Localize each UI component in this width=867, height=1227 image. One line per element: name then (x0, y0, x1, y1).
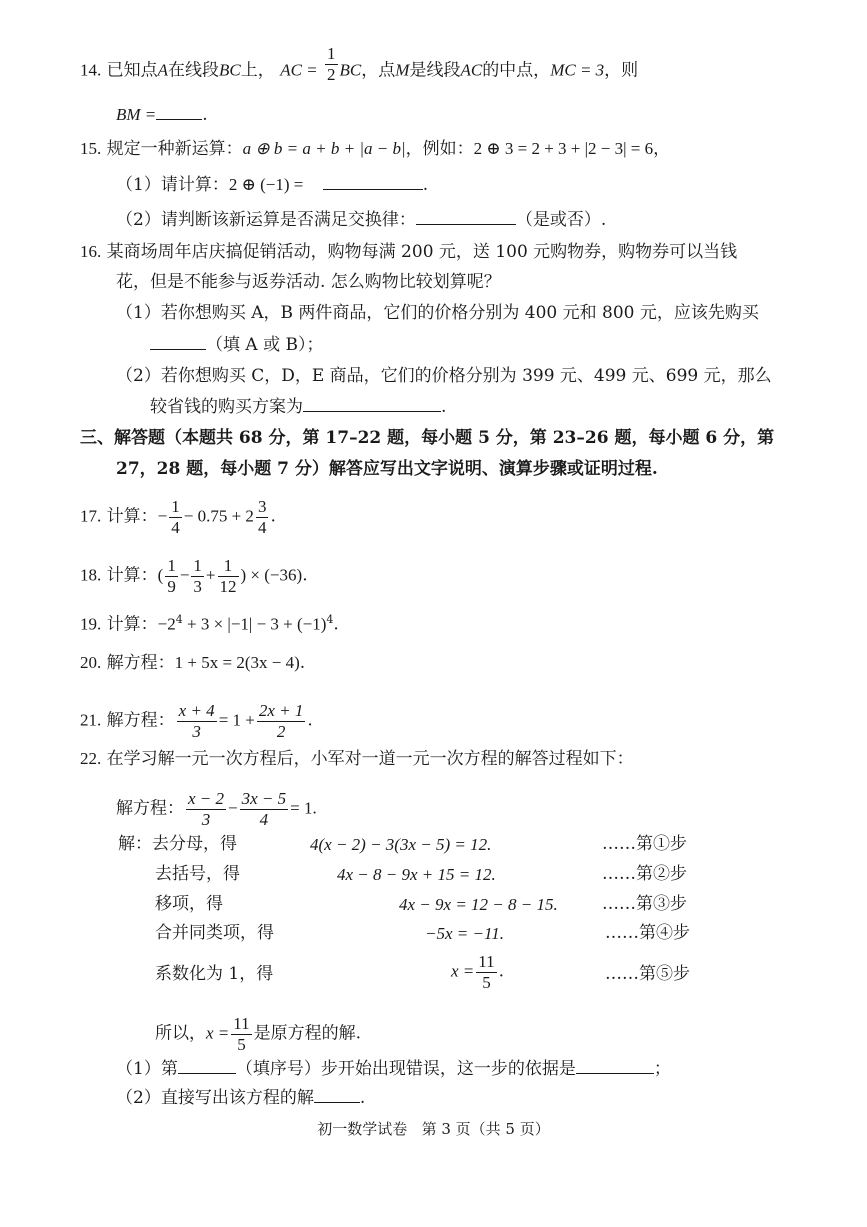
q22-step-3 (155, 896, 715, 913)
q22-eq-label: 解方程： (116, 798, 184, 819)
step-expr: 4x − 8 − 9x + 15 = 12. (337, 865, 496, 884)
section3-header-line2: 27，28 题，每小题 7 分）解答应写出文字说明、演算步骤或证明过程. (116, 459, 658, 479)
q22-conclusion-fraction: $\frac{11}{5}$ (233, 1014, 250, 1054)
section3-header-line1: 三、解答题（本题共 68 分，第 17–22 题，每小题 5 分，第 23–26 题，每小题 6 分，第 (80, 428, 775, 448)
q20-number: 20. (80, 653, 102, 672)
q14-var-a: A (157, 60, 169, 80)
step-expr: 4(x − 2) − 3(3x − 5) = 12. (310, 835, 492, 854)
q16-text: 花，但是不能参与返券活动. 怎么购物比较划算呢？ (116, 272, 501, 292)
q21-fraction-2: $\frac{2x + 1}{2}$ (258, 701, 304, 741)
q22-step-1 (118, 836, 718, 853)
q15-number: 15. (80, 139, 102, 158)
q16-part2-line1 (116, 368, 772, 385)
q15-p2-answer-blank[interactable] (416, 223, 516, 225)
q18-label: 计算： (106, 565, 158, 586)
q14-text: 在线段 (168, 60, 220, 81)
q18-tail: ) × (−36) (240, 565, 303, 585)
q14-text: ，点 (361, 60, 396, 81)
q15-definition: a ⊕ b = a + b + |a − b| (242, 139, 406, 158)
step-tag: ……第⑤步 (605, 964, 690, 984)
q22-intro-text: 在学习解一元一次方程后，小军对一道一元一次方程的解答过程如下： (106, 749, 634, 769)
q22-step-4 (155, 925, 715, 942)
q20-expr: 1 + 5x = 2(3x − 4) (174, 653, 300, 672)
q17: 17. 计算：− $\frac{1}{4}$ − 0.75 + 2 $\frac{3}{4}$ . (80, 497, 276, 537)
q15-p1-answer-blank[interactable] (323, 188, 423, 190)
q15-p1-label: （1）请计算： (116, 175, 229, 195)
q21-number: 21. (80, 710, 102, 730)
step-label: 解：去分母，得 (118, 834, 237, 854)
q19-number: 19. (80, 614, 102, 634)
q16-line1 (80, 243, 737, 261)
q20: 20. 解方程：1 + 5x = 2(3x − 4). (80, 653, 306, 673)
q22-p1-reason-blank[interactable] (576, 1072, 654, 1074)
q18-fraction-1: $\frac{1}{9}$ (167, 556, 176, 596)
q22-equation: 解方程： $\frac{x - 2}{3}$ − $\frac{3x - 5}{4}$ = 1. (116, 789, 317, 829)
q22-conclusion: 所以，x = $\frac{11}{5}$ 是原方程的解. (155, 1014, 362, 1054)
q22-step-2 (155, 866, 715, 883)
q22-part1: （1）第 （填序号）步开始出现错误，这一步的依据是 ； (116, 1059, 671, 1079)
q15-example: 2 ⊕ 3 = 2 + 3 + |2 − 3| = 6 (473, 139, 654, 158)
q15-part2: （2）请判断该新运算是否满足交换律： （是或否）. (116, 210, 607, 230)
step-label: 合并同类项，得 (155, 923, 274, 943)
q15-p2-label: （2）请判断该新运算是否满足交换律： (116, 210, 416, 230)
q14-number: 14. (80, 60, 102, 80)
q16-part2-line2: 较省钱的购买方案为 . (150, 397, 447, 417)
q19-expr: + 3 × |−1| − 3 + (−1) (182, 614, 327, 634)
q16-text: 某商场周年店庆搞促销活动，购物每满 200 元，送 100 元购物券，购物券可以当钱 (106, 242, 738, 262)
q17-label: 计算： (106, 506, 158, 527)
q19-expr: −2 (157, 614, 176, 634)
q16-number: 16. (80, 242, 102, 261)
step-tag: ……第③步 (602, 894, 687, 914)
q18: 18. 计算：( $\frac{1}{9}$ − $\frac{1}{3}$ + $\frac{1}{12}$ ) × (−36). (80, 556, 308, 596)
q22-p1-step-blank[interactable] (178, 1072, 236, 1074)
q17-fraction-2: $\frac{3}{4}$ (257, 497, 267, 537)
step-label: 系数化为 1，得 (155, 964, 274, 984)
q14-line2: BM = . (116, 105, 208, 125)
step-expr: 4x − 9x = 12 − 8 − 15. (399, 895, 558, 914)
q14-text: 的中点， (482, 60, 551, 81)
q16-p1-answer-blank[interactable] (150, 348, 206, 350)
step-label: 移项，得 (155, 894, 223, 914)
q14-eq-rhs: BC (339, 60, 362, 80)
q22-p2-answer-blank[interactable] (314, 1101, 360, 1103)
q21-fraction-1: $\frac{x + 4}{3}$ (178, 701, 215, 741)
q21-label: 解方程： (106, 710, 175, 731)
q22-fraction-2: $\frac{3x - 5}{4}$ (241, 789, 287, 829)
step-expr: −5x = −11. (425, 924, 504, 943)
q15-p1-expr: 2 ⊕ (−1) = (228, 175, 304, 194)
step-tag: ……第①步 (602, 834, 687, 854)
q21: 21. 解方程： $\frac{x + 4}{3}$ = 1 + $\frac{2x + 1}{2}$ . (80, 701, 313, 741)
q15-part1: （1）请计算：2 ⊕ (−1) = . (116, 175, 429, 195)
q22-intro (80, 750, 634, 768)
step-tag: ……第②步 (602, 864, 687, 884)
q16-p2-answer-blank[interactable] (303, 410, 441, 412)
q14-bm: BM = (116, 105, 157, 124)
step-tag: ……第④步 (605, 923, 690, 943)
step-fraction: $\frac{11}{5}$ (478, 952, 495, 992)
q14-eq-lhs: AC = (280, 60, 318, 80)
q20-label: 解方程： (106, 653, 175, 673)
q22-number: 22. (80, 749, 102, 768)
q19-label: 计算： (106, 614, 158, 635)
q16-line2 (116, 274, 501, 291)
q22-step-5 (155, 952, 715, 992)
q16-part1-line1 (116, 305, 759, 322)
step-label: 去括号，得 (155, 864, 240, 884)
q14-var-ac: AC (460, 60, 483, 80)
q14-text: 上， (240, 60, 275, 81)
q15-intro: 规定一种新运算： (106, 139, 243, 159)
q14-mc: MC = 3 (550, 60, 605, 80)
q18-fraction-3: $\frac{1}{12}$ (219, 556, 237, 596)
q15-line1: 15. 规定一种新运算：a ⊕ b = a + b + |a − b|，例如：2 ⊕ 3 = 2 + 3 + |2 − 3| = 6， (80, 139, 671, 159)
q16-p1-text: （1）若你想购买 A，B 两件商品，它们的价格分别为 400 元和 800 元，应该先购买 (116, 303, 759, 323)
q17-number: 17. (80, 506, 102, 526)
q14-text: 是线段 (409, 60, 461, 81)
q14-var-m: M (395, 60, 410, 80)
q14-answer-blank[interactable] (156, 118, 202, 120)
q14-var-bc: BC (219, 60, 241, 80)
q17-fraction-1: $\frac{1}{4}$ (171, 497, 180, 537)
q18-fraction-2: $\frac{1}{3}$ (193, 556, 202, 596)
q17-middle: − 0.75 + 2 (183, 506, 254, 526)
q14-text: ，则 (604, 60, 639, 81)
q14-fraction: $\frac{1}{2}$ (327, 44, 336, 84)
step-expr: x = $\frac{11}{5}$ . (451, 952, 505, 992)
q16-p2-text: 较省钱的购买方案为 (150, 397, 303, 417)
q22-part2: （2）直接写出该方程的解 . (116, 1088, 366, 1108)
q18-number: 18. (80, 565, 102, 585)
q16-p2-text: （2）若你想购买 C，D，E 商品，它们的价格分别为 399 元、499 元、699 元，那么 (116, 366, 772, 386)
page-footer: 初一数学试卷 第 3 页（共 5 页） (317, 1120, 550, 1138)
q19: 19. 计算：$-2^4 + 3 \times |-1| - 3 + (-1)^4$. (80, 613, 339, 635)
q16-part1-line2: （填 A 或 B）； (150, 337, 323, 354)
q22-fraction-1: $\frac{x - 2}{3}$ (188, 789, 225, 829)
q14-text: 已知点 (106, 60, 158, 81)
q14-line1 (80, 44, 639, 84)
